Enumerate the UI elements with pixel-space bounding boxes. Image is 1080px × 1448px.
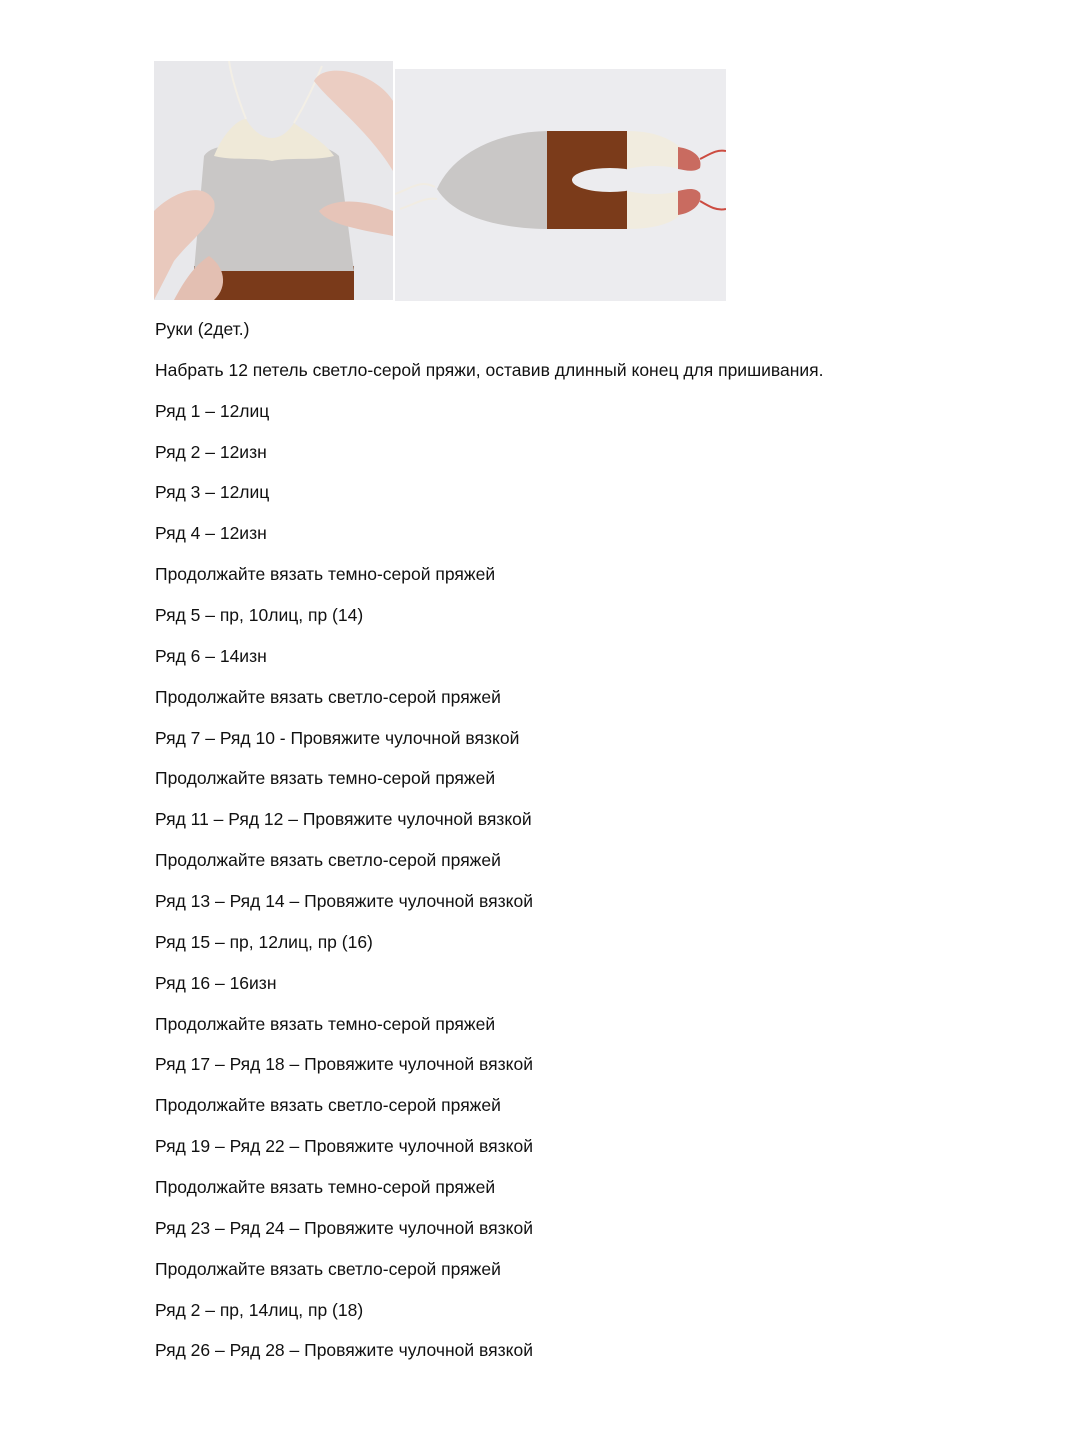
- color-change-line: Продолжайте вязать светло-серой пряжей: [155, 1095, 501, 1116]
- color-change-line: Продолжайте вязать светло-серой пряжей: [155, 850, 501, 871]
- row-instruction: Ряд 5 – пр, 10лиц, пр (14): [155, 605, 364, 626]
- row-instruction: Ряд 23 – Ряд 24 – Провяжите чулочной вязкой: [155, 1217, 533, 1238]
- row-instruction: Ряд 13 – Ряд 14 – Провяжите чулочной вязкой: [155, 891, 533, 912]
- photo-row: [154, 61, 726, 301]
- pattern-text: [155, 318, 1015, 1380]
- row-instruction: Ряд 11 – Ряд 12 – Провяжите чулочной вязкой: [155, 809, 532, 830]
- row-instruction: Ряд 7 – Ряд 10 - Провяжите чулочной вязкой: [155, 727, 520, 748]
- row-instruction: Ряд 1 – 12лиц: [155, 400, 270, 421]
- row-instruction: Ряд 3 – 12лиц: [155, 482, 270, 503]
- section-title: Руки (2дет.): [155, 319, 250, 339]
- row-instruction: Ряд 2 – 12изн: [155, 441, 267, 462]
- color-change-line: Продолжайте вязать темно-серой пряжей: [155, 1013, 496, 1034]
- color-change-line: Продолжайте вязать светло-серой пряжей: [155, 1258, 501, 1279]
- color-change-line: Продолжайте вязать светло-серой пряжей: [155, 686, 501, 707]
- photo-knit-legs-flat: [395, 69, 726, 301]
- instruction-line: Набрать 12 петель светло-серой пряжи, оставив длинный конец для пришивания.: [155, 359, 824, 380]
- photo-knit-piece-held: [154, 61, 393, 300]
- color-change-line: Продолжайте вязать темно-серой пряжей: [155, 1177, 496, 1198]
- color-change-line: Продолжайте вязать темно-серой пряжей: [155, 768, 496, 789]
- row-instruction: Ряд 16 – 16изн: [155, 972, 277, 993]
- row-instruction: Ряд 6 – 14изн: [155, 645, 267, 666]
- row-instruction: Ряд 19 – Ряд 22 – Провяжите чулочной вязкой: [155, 1136, 533, 1157]
- row-instruction: Ряд 15 – пр, 12лиц, пр (16): [155, 931, 373, 952]
- row-instruction: Ряд 4 – 12изн: [155, 523, 267, 544]
- row-instruction: Ряд 2 – пр, 14лиц, пр (18): [155, 1299, 364, 1320]
- color-change-line: Продолжайте вязать темно-серой пряжей: [155, 564, 496, 585]
- row-instruction: Ряд 17 – Ряд 18 – Провяжите чулочной вязкой: [155, 1054, 533, 1075]
- row-instruction: Ряд 26 – Ряд 28 – Провяжите чулочной вязкой: [155, 1340, 533, 1361]
